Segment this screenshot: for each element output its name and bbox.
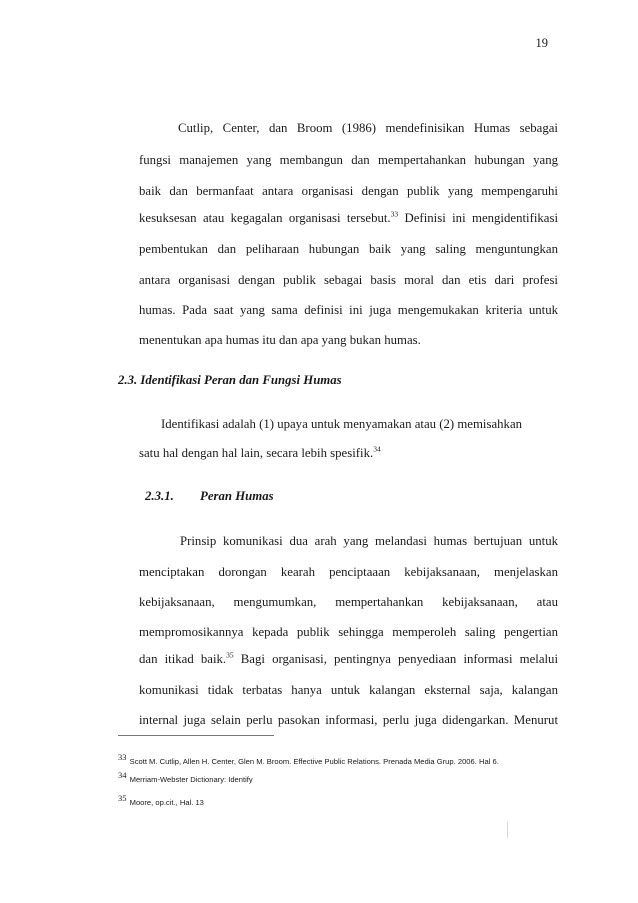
margin-mark	[507, 822, 508, 838]
paragraph-line	[139, 446, 558, 461]
footnote-ref: 34	[373, 444, 381, 454]
paragraph-text: dan itikad baik.	[139, 652, 227, 666]
section-heading: 2.3. Identifikasi Peran dan Fungsi Humas	[118, 373, 342, 387]
paragraph-line	[139, 652, 558, 667]
paragraph-line: baik dan bermanfaat antara organisasi dengan publik yang mempengaruhi	[139, 184, 558, 198]
paragraph-line: antara organisasi dengan publik sebagai basis moral dan etis dari profesi	[139, 273, 558, 287]
footnote-text: Merriam-Webster Dictionary: Identify	[129, 775, 253, 784]
footnote	[118, 752, 499, 766]
subsection-number: 2.3.1.	[145, 489, 174, 503]
paragraph-line: komunikasi tidak terbatas hanya untuk kalangan eksternal saja, kalangan	[139, 683, 558, 697]
paragraph-line: menentukan apa humas itu dan apa yang bukan humas.	[139, 333, 421, 347]
footnote-ref: 35	[226, 650, 234, 660]
paragraph-line: kebijaksanaan, mengumumkan, mempertahankan kebijaksanaan, atau	[139, 595, 558, 609]
footnote-number: 35	[118, 793, 127, 803]
footnote-number: 34	[118, 770, 127, 780]
footnote-text: Moore, op.cit., Hal. 13	[129, 798, 204, 807]
page-number: 19	[535, 36, 548, 50]
footnote-ref: 33	[390, 209, 399, 219]
paragraph-line: humas. Pada saat yang sama definisi ini juga mengemukakan kriteria untuk	[139, 303, 558, 317]
paragraph-line: mempromosikannya kepada publik sehingga memperoleh saling pengertian	[139, 625, 558, 639]
paragraph-line: Prinsip komunikasi dua arah yang melandasi humas bertujuan untuk	[180, 534, 558, 548]
paragraph-text: satu hal dengan hal lain, secara lebih spesifik.	[139, 446, 374, 460]
paragraph-text: Definisi ini mengidentifikasi	[404, 211, 559, 225]
paragraph-line: Identifikasi adalah (1) upaya untuk menyamakan atau (2) memisahkan	[161, 417, 523, 431]
footnote-divider	[118, 735, 274, 736]
footnote-number: 33	[118, 752, 127, 762]
paragraph-text: Bagi organisasi, pentingnya penyediaan informasi melalui	[240, 652, 559, 666]
paragraph-line: Cutlip, Center, dan Broom (1986) mendefinisikan Humas sebagai	[178, 121, 558, 135]
paragraph-line	[139, 211, 558, 226]
paragraph-line: pembentukan dan peliharaan hubungan baik yang saling menguntungkan	[139, 242, 558, 256]
subsection-title: Peran Humas	[200, 489, 274, 503]
paragraph-line: menciptakan dorongan kearah penciptaaan kebijaksanaan, menjelaskan	[139, 565, 558, 579]
paragraph-line: fungsi manajemen yang membangun dan mempertahankan hubungan yang	[139, 153, 558, 167]
footnote	[118, 793, 204, 807]
paragraph-text: kesuksesan atau kegagalan organisasi tersebut.	[139, 211, 391, 225]
paragraph-line: internal juga selain perlu pasokan informasi, perlu juga didengarkan. Menurut	[139, 713, 558, 727]
footnote-text: Scott M. Cutlip, Allen H. Center, Glen M. Broom. Effective Public Relations. Prenada Media Grup. 2006. Hal 6.	[129, 757, 499, 766]
footnote	[118, 770, 253, 784]
